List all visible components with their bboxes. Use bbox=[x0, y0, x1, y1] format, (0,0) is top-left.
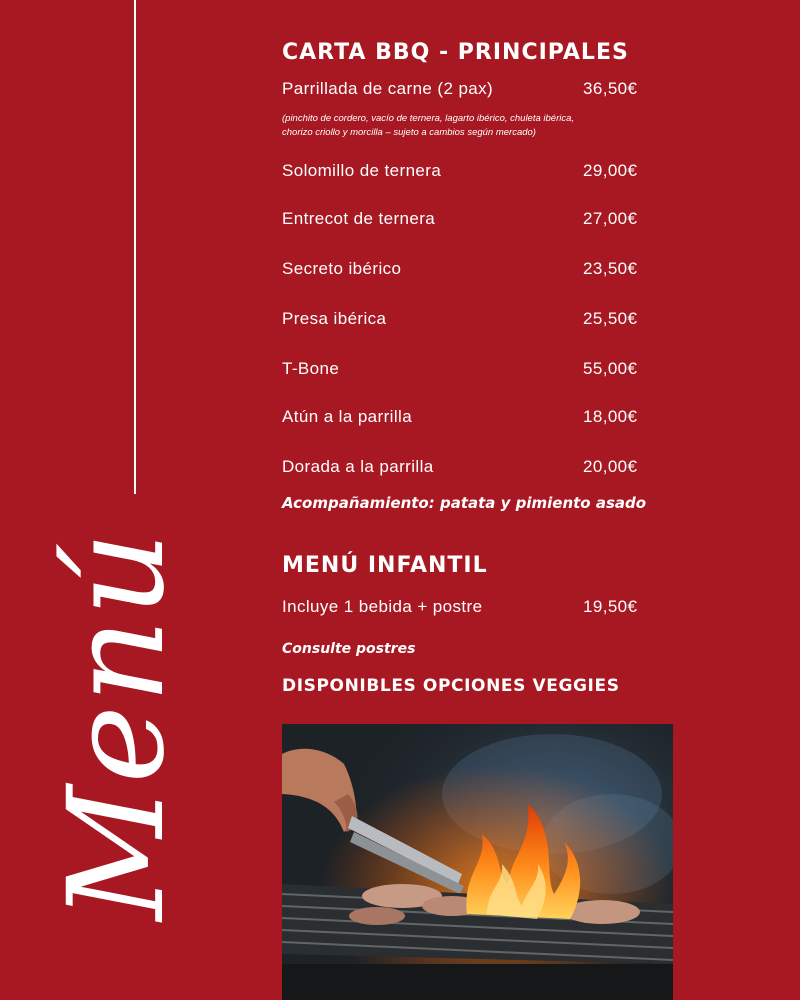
menu-item-name: Entrecot de ternera bbox=[282, 209, 436, 228]
menu-item-name: Atún a la parrilla bbox=[282, 407, 413, 426]
menu-item-name: Parrillada de carne (2 pax) bbox=[282, 79, 494, 98]
menu-item-price: 29,00€ bbox=[583, 161, 638, 180]
kids-section-title: MENÚ INFANTIL bbox=[282, 553, 488, 578]
menu-item-name: T-Bone bbox=[282, 359, 340, 378]
menu-item-name: Solomillo de ternera bbox=[282, 161, 442, 180]
accompaniment-note: Acompañamiento: patata y pimiento asado bbox=[282, 494, 647, 512]
vertical-divider-line bbox=[134, 0, 136, 494]
menu-side-title: Menú bbox=[40, 529, 194, 921]
veggie-options-note: DISPONIBLES OPCIONES VEGGIES bbox=[282, 676, 620, 696]
menu-item-price: 20,00€ bbox=[583, 457, 638, 476]
parrillada-note bbox=[282, 112, 652, 140]
menu-item-price: 27,00€ bbox=[583, 209, 638, 228]
menu-item-price: 23,50€ bbox=[583, 259, 638, 278]
menu-item-name: Secreto ibérico bbox=[282, 259, 402, 278]
menu-item-name: Dorada a la parrilla bbox=[282, 457, 434, 476]
bbq-section-title: CARTA BBQ - PRINCIPALES bbox=[282, 40, 629, 65]
menu-item-price: 25,50€ bbox=[583, 309, 638, 328]
menu-item-price: 19,50€ bbox=[583, 597, 638, 616]
menu-item-price: 36,50€ bbox=[583, 79, 638, 98]
desserts-note: Consulte postres bbox=[282, 641, 416, 657]
grill-flames-photo bbox=[282, 724, 673, 1000]
grill-illustration bbox=[282, 724, 673, 1000]
menu-item-name: Presa ibérica bbox=[282, 309, 387, 328]
menu-item-price: 55,00€ bbox=[583, 359, 638, 378]
note-line: chorizo criollo y morcilla – sujeto a cambios según mercado) bbox=[282, 127, 536, 138]
menu-item-name: Incluye 1 bebida + postre bbox=[282, 597, 483, 616]
menu-item-price: 18,00€ bbox=[583, 407, 638, 426]
note-line: (pinchito de cordero, vacío de ternera, lagarto ibérico, chuleta ibérica, bbox=[282, 113, 575, 124]
